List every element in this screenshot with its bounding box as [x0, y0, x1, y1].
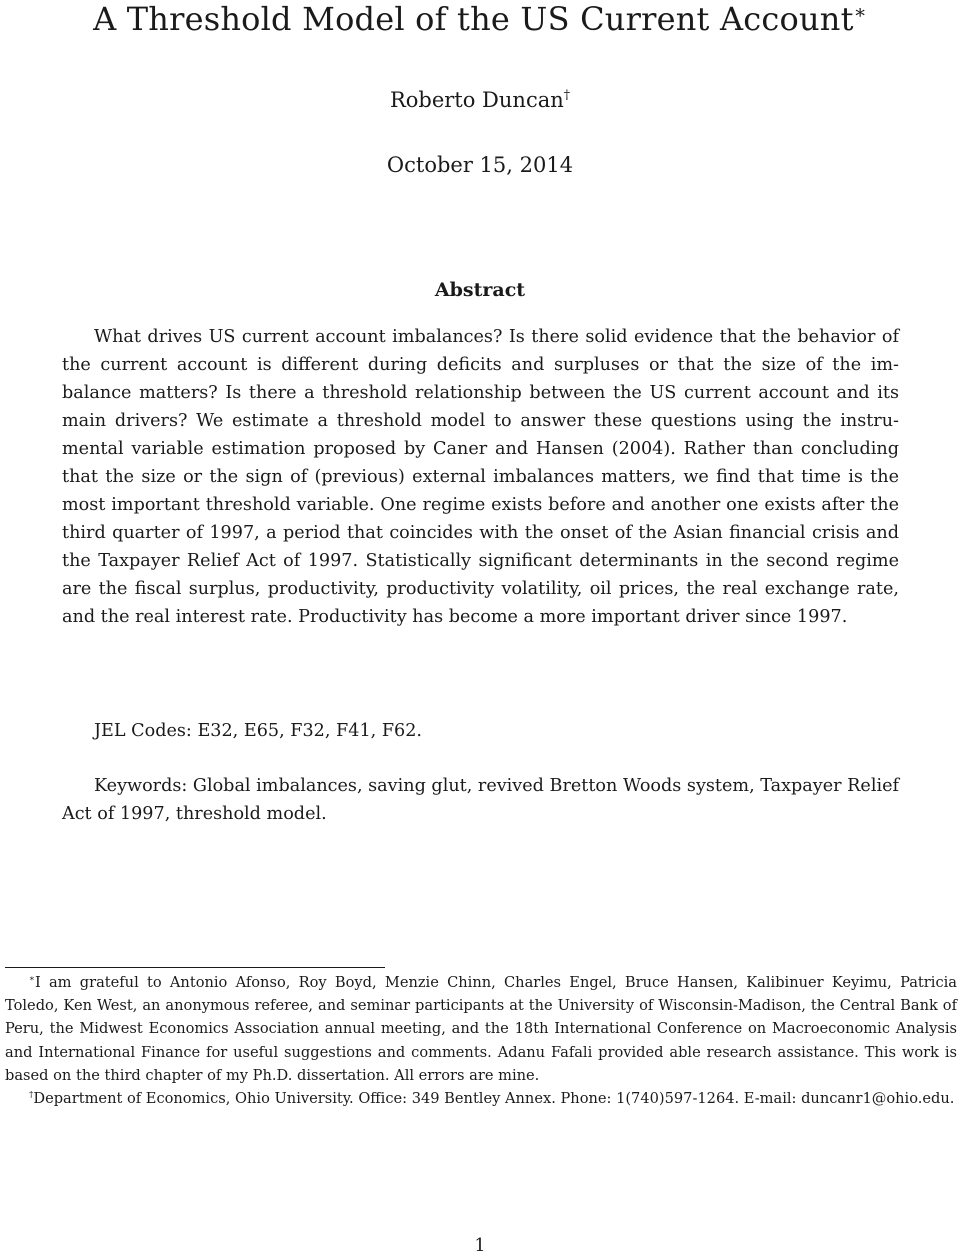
paper-date: October 15, 2014: [386, 153, 574, 177]
paper-title: [0, 0, 960, 38]
footnote-text: Department of Economics, Ohio University. Office: 349 Bentley Annex. Phone: 1(740)597-1264. E-mail: duncanr1@ohio.edu.: [33, 1090, 955, 1108]
footnote-mark: ∗: [29, 974, 35, 985]
title-footnote-mark: ∗: [853, 0, 867, 24]
keywords: Keywords: Global imbalances, saving glut, revived Bretton Woods system, Taxpayer Relief Act of 1997, threshold model.: [62, 776, 899, 824]
footnote-text: I am grateful to Antonio Afonso, Roy Boyd, Menzie Chinn, Charles Engel, Bruce Hansen, Kalibinuer Keyimu, Patricia Toledo, Ken West, an anonymous referee, and seminar participants at the University of Wisconsin-Madison, the Central Bank of Peru, the Midwest Economics Association annual meeting, and the 18th International Conference on Macroeconomic Analysis and International Finance for useful suggestions and comments. Adanu Fafali provided able research assistance. This work is based on the third chapter of my Ph.D. dissertation. All errors are mine.: [5, 974, 957, 1084]
footnote-acknowledgements: [5, 971, 957, 1087]
footnote-mark: †: [29, 1090, 34, 1101]
page-number: 1: [474, 1236, 486, 1256]
abstract-heading: Abstract: [434, 279, 526, 301]
author-name-text: Roberto Duncan: [389, 88, 564, 112]
footnotes: [5, 971, 957, 1110]
jel-codes: JEL Codes: E32, E65, F32, F41, F62.: [94, 721, 423, 741]
footnote-affiliation: [5, 1087, 957, 1110]
footnote-divider: [5, 967, 385, 968]
paper-title-text: A Threshold Model of the US Current Account: [93, 0, 854, 38]
abstract-body: What drives US current account imbalances? Is there solid evidence that the behavior of the current account is different during deficits and surpluses or that the size of the imbalance matters? Is there a threshold relationship between the US current account and its main drivers? We estimate a threshold model to answer these questions using the instrumental variable estimation proposed by Caner and Hansen (2004). Rather than concluding that the size or the sign of (previous) external imbalances matters, we find that time is the most important threshold variable. One regime exists before and another one exists after the third quarter of 1997, a period that coincides with the onset of the Asian financial crisis and the Taxpayer Relief Act of 1997. Statistically significant determinants in the second regime are the fiscal surplus, productivity, productivity volatility, oil prices, the real exchange rate, and the real interest rate. Productivity has become a more important driver since 1997.: [62, 327, 899, 627]
author-name: [0, 86, 960, 114]
author-footnote-mark: †: [563, 87, 571, 102]
